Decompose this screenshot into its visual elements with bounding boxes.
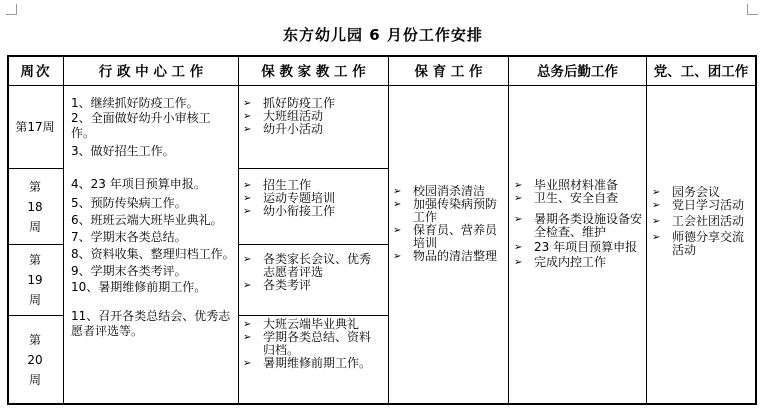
logistics-column (512, 179, 644, 269)
row-divider (238, 244, 388, 245)
col-divider (388, 55, 389, 405)
care-item: ➢ 加强传染病预防工作 (391, 198, 507, 224)
party-item: ➢ 园务会议 (650, 186, 753, 199)
education-item: ➢ 幼升小活动 (241, 123, 387, 136)
education-item: ➢ 运动专题培训 (241, 192, 387, 205)
week-19-label: 第 19 周 (27, 253, 43, 307)
education-week-18 (241, 179, 387, 218)
admin-item: 10、暑期维修前期工作。 (71, 280, 207, 294)
education-week-19 (241, 253, 381, 292)
header-education: 保 教 家 教 工 作 (261, 64, 366, 80)
education-item: ➢ 招生工作 (241, 179, 387, 192)
logistics-item: ➢ 完成内控工作 (512, 256, 644, 269)
week-17-label: 第17周 (15, 120, 55, 134)
table-border-bottom (7, 403, 757, 405)
corner-mark-top-right (747, 4, 758, 15)
education-item: ➢ 幼小衔接工作 (241, 205, 387, 218)
care-item: ➢ 物品的清洁整理 (391, 250, 507, 263)
education-week-17 (241, 97, 387, 136)
logistics-item: ➢ 暑期各类设施设备安全检查、维护 (512, 213, 644, 239)
col-divider (63, 55, 64, 405)
admin-item: 11、召开各类总结会、优秀志愿者评选等。 (71, 309, 231, 338)
col-divider (508, 55, 509, 405)
admin-item: 4、23 年项目预算申报。 (71, 177, 206, 191)
admin-item: 8、资料收集、整理归档工作。 (71, 247, 235, 261)
care-item: ➢ 校园消杀清洁 (391, 185, 507, 198)
care-column (391, 185, 507, 263)
education-item: ➢ 各类考评 (241, 279, 381, 292)
education-item: ➢ 大班云端毕业典礼 (241, 318, 379, 331)
education-week-20 (241, 318, 379, 370)
header-week: 周次 (20, 64, 52, 80)
col-divider (646, 55, 647, 405)
header-care: 保 育 工 作 (414, 64, 483, 80)
party-column (650, 186, 753, 257)
col-divider (238, 55, 239, 405)
admin-item: 3、做好招生工作。 (71, 144, 175, 158)
logistics-item: ➢ 23 年项目预算申报 (512, 241, 644, 254)
party-item: ➢ 师德分享交流活动 (650, 231, 753, 257)
header-logistics: 总务后勤工作 (537, 64, 618, 80)
admin-item: 1、继续抓好防疫工作。 (71, 96, 199, 110)
logistics-item: ➢ 卫生、安全自查 (512, 192, 644, 205)
document-title: 东方幼儿园 6 月份工作安排 (283, 26, 483, 44)
corner-mark-top-left (6, 4, 17, 15)
admin-column (67, 96, 235, 339)
admin-item: 6、班班云端大班毕业典礼。 (71, 213, 223, 227)
row-divider (238, 315, 388, 316)
education-item: ➢ 抓好防疫工作 (241, 97, 387, 110)
week-20-label: 第 20 周 (27, 332, 43, 387)
admin-item: 9、学期末各类考评。 (71, 264, 187, 278)
header-party: 党、工、团工作 (653, 64, 749, 80)
header-admin: 行 政 中 心 工 作 (98, 64, 204, 80)
schedule-table (7, 55, 757, 405)
education-item: ➢ 学期各类总结、资料归档。 (241, 331, 379, 357)
education-item: ➢ 各类家长会议、优秀志愿者评选 (241, 253, 381, 279)
admin-item: 7、学期末各类总结。 (71, 230, 187, 244)
education-item: ➢ 大班组活动 (241, 110, 387, 123)
education-item: ➢ 暑期维修前期工作。 (241, 357, 379, 370)
logistics-item: ➢ 毕业照材料准备 (512, 179, 644, 192)
care-item: ➢ 保育员、营养员培训 (391, 224, 507, 250)
party-item: ➢ 党日学习活动 (650, 199, 753, 212)
row-divider (238, 168, 388, 169)
admin-item: 5、预防传染病工作。 (71, 196, 187, 210)
table-border-right (755, 55, 757, 405)
admin-item: 2、全面做好幼升小审核工作。 (71, 111, 211, 140)
header-divider (7, 85, 757, 86)
week-18-label: 第 18 周 (27, 179, 43, 234)
party-item: ➢ 工会社团活动 (650, 215, 753, 228)
